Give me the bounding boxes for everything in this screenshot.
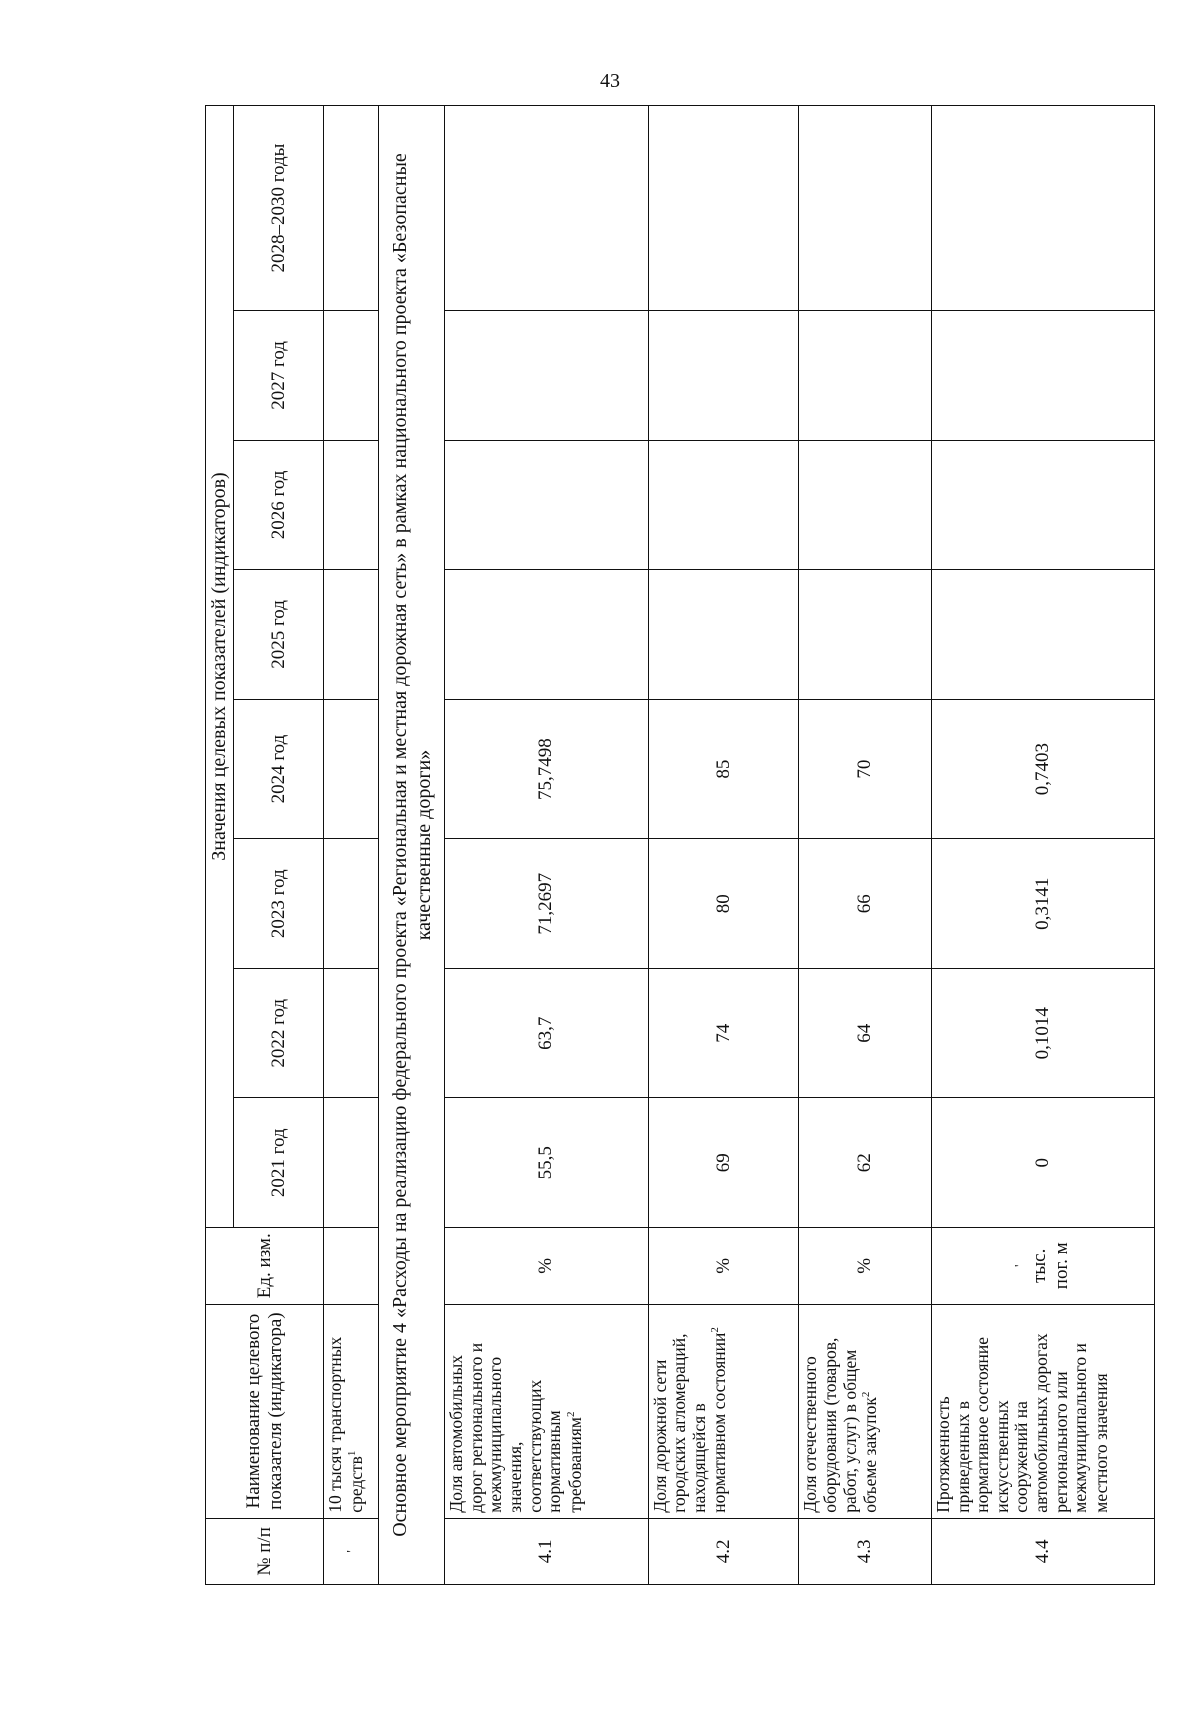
value-cell (932, 106, 1155, 311)
value-cell (799, 570, 932, 700)
row-unit: % (648, 1228, 799, 1304)
value-cell (799, 440, 932, 570)
value-cell: 80 (648, 839, 799, 969)
value-cell (445, 570, 648, 700)
value-cell (932, 570, 1155, 700)
row-unit (324, 1228, 379, 1304)
table-row (799, 106, 932, 1585)
row-num: ' (324, 1518, 379, 1584)
header-name: Наименование целевого показателя (индикатора) (206, 1304, 324, 1518)
header-year: 2023 год (234, 839, 324, 969)
value-cell: 71,2697 (445, 839, 648, 969)
value-cell (445, 311, 648, 441)
header-unit: Ед. изм. (206, 1228, 324, 1304)
value-cell (648, 570, 799, 700)
value-cell: 85 (648, 699, 799, 839)
value-cell: 69 (648, 1098, 799, 1228)
indicators-table (205, 105, 1155, 1585)
row-name: Доля автомобильных дорог регионального и межмуниципального значения, соответствующих нормативным требованиям$^2$ (445, 1304, 648, 1518)
value-cell: 66 (799, 839, 932, 969)
value-cell: 64 (799, 968, 932, 1098)
header-year: 2022 год (234, 968, 324, 1098)
row-name: 10 тысяч транспортных средств$^1$ (324, 1304, 379, 1518)
value-cell (648, 440, 799, 570)
value-cell (799, 106, 932, 311)
value-cell: 75,7498 (445, 699, 648, 839)
row-unit: ' тыс. пог. м (932, 1228, 1155, 1304)
value-cell (932, 311, 1155, 441)
value-cell: 0,1014 (932, 968, 1155, 1098)
row-name: Доля дорожной сети городских агломераций, находящейся в нормативном состоянии$^2$ (648, 1304, 799, 1518)
section-title: Основное мероприятие 4 «Расходы на реализацию федерального проекта «Региональная и местная дорожная сеть» в рамках национального проекта «Безопасные качественные дороги» (378, 106, 444, 1585)
header-values-group: Значения целевых показателей (индикаторов) (206, 106, 234, 1228)
header-year: 2028–2030 годы (234, 106, 324, 311)
row-name: Протяженность приведенных в нормативное состояние искусственных сооружений на автомобильных дорогах регионального или межмуниципального и местного значения (932, 1304, 1155, 1518)
table-row (648, 106, 799, 1585)
section-row (378, 106, 444, 1585)
header-year: 2026 год (234, 440, 324, 570)
value-cell (932, 440, 1155, 570)
row-unit: % (445, 1228, 648, 1304)
row-num: 4.3 (799, 1518, 932, 1584)
value-cell (648, 311, 799, 441)
value-cell: 0,7403 (932, 699, 1155, 839)
row-num: 4.4 (932, 1518, 1155, 1584)
page-number: 43 (600, 70, 620, 92)
row-name: Доля отечественного оборудования (товаров, работ, услуг) в общем объеме закупок$^2$ (799, 1304, 932, 1518)
table-row (932, 106, 1155, 1585)
row-unit: % (799, 1228, 932, 1304)
value-cell: 74 (648, 968, 799, 1098)
value-cell: 0,3141 (932, 839, 1155, 969)
value-cell: 62 (799, 1098, 932, 1228)
value-cell (648, 106, 799, 311)
header-year: 2021 год (234, 1098, 324, 1228)
row-num: 4.2 (648, 1518, 799, 1584)
header-num: № п/п (206, 1518, 324, 1584)
header-year: 2027 год (234, 311, 324, 441)
value-cell (445, 440, 648, 570)
table-row (445, 106, 648, 1585)
value-cell: 70 (799, 699, 932, 839)
rotated-table-container (205, 105, 1155, 1585)
row-num: 4.1 (445, 1518, 648, 1584)
value-cell: 63,7 (445, 968, 648, 1098)
value-cell: 55,5 (445, 1098, 648, 1228)
value-cell (799, 311, 932, 441)
header-year: 2024 год (234, 699, 324, 839)
header-year: 2025 год (234, 570, 324, 700)
value-cell (445, 106, 648, 311)
value-cell: 0 (932, 1098, 1155, 1228)
continuation-row (324, 106, 379, 1585)
